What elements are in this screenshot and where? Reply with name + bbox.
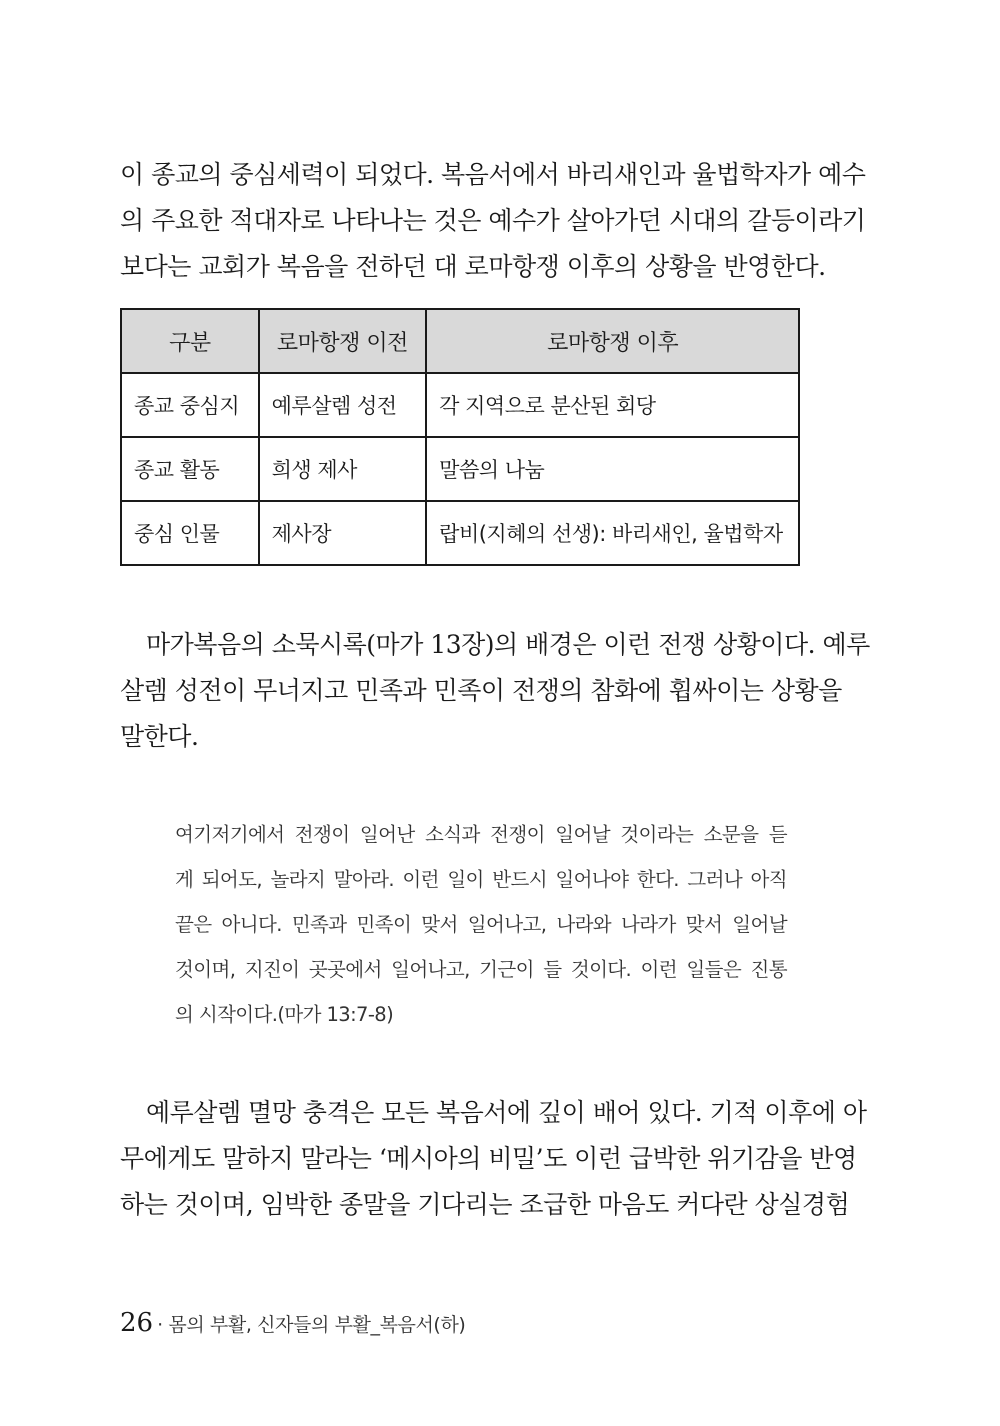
paragraph-2 — [120, 622, 870, 760]
paragraph-line: 예루살렘 멸망 충격은 모든 복음서에 깊이 배어 있다. 기적 이후에 아 — [146, 1098, 867, 1127]
table-cell: 희생 제사 — [259, 437, 427, 501]
paragraph-3 — [120, 1090, 867, 1228]
quote-line: 게 되어도, 놀라지 말아라. 이런 일이 반드시 일어나야 한다. 그러나 아직 — [175, 868, 787, 891]
page-footer — [120, 1308, 465, 1338]
table-cell: 랍비(지혜의 선생): 바리새인, 율법학자 — [426, 501, 799, 565]
paragraph-line: 마가복음의 소묵시록(마가 13장)의 배경은 이런 전쟁 상황이다. 예루 — [146, 630, 870, 659]
table-cell: 제사장 — [259, 501, 427, 565]
table-header-row — [121, 309, 799, 373]
table-header-cell: 구분 — [121, 309, 259, 373]
quote-line: 여기저기에서 전쟁이 일어난 소식과 전쟁이 일어날 것이라는 소문을 듣 — [175, 823, 787, 846]
quote-line: 의 시작이다.(마가 13:7-8) — [175, 1003, 394, 1026]
table-cell: 종교 중심지 — [121, 373, 259, 437]
table-header-cell: 로마항쟁 이후 — [426, 309, 799, 373]
paragraph-line: 말한다. — [120, 722, 199, 751]
paragraph-line: 하는 것이며, 임박한 종말을 기다리는 조급한 마음도 커다란 상실경험 — [120, 1190, 850, 1219]
table-cell: 예루살렘 성전 — [259, 373, 427, 437]
paragraph-line: 이 종교의 중심세력이 되었다. 복음서에서 바리새인과 율법학자가 예수 — [120, 160, 866, 189]
table-row — [121, 437, 799, 501]
table-row — [121, 373, 799, 437]
paragraph-1 — [120, 152, 866, 290]
paragraph-line: 살렘 성전이 무너지고 민족과 민족이 전쟁의 참화에 휩싸이는 상황을 — [120, 676, 842, 705]
table-cell: 말씀의 나눔 — [426, 437, 799, 501]
table-header-cell: 로마항쟁 이전 — [259, 309, 427, 373]
quote-line: 끝은 아니다. 민족과 민족이 맞서 일어나고, 나라와 나라가 맞서 일어날 — [175, 913, 787, 936]
table-cell: 각 지역으로 분산된 회당 — [426, 373, 799, 437]
table-cell: 종교 활동 — [121, 437, 259, 501]
running-title: · 몸의 부활, 신자들의 부활_복음서(하) — [157, 1314, 466, 1336]
comparison-table — [120, 308, 800, 566]
table-row — [121, 501, 799, 565]
table-cell: 중심 인물 — [121, 501, 259, 565]
paragraph-line: 보다는 교회가 복음을 전하던 대 로마항쟁 이후의 상황을 반영한다. — [120, 252, 826, 281]
paragraph-line: 의 주요한 적대자로 나타나는 것은 예수가 살아가던 시대의 갈등이라기 — [120, 206, 866, 235]
quote-line: 것이며, 지진이 곳곳에서 일어나고, 기근이 들 것이다. 이런 일들은 진통 — [175, 958, 787, 981]
page-number: 26 — [120, 1308, 154, 1338]
block-quote — [175, 812, 787, 1037]
paragraph-line: 무에게도 말하지 말라는 ‘메시아의 비밀’도 이런 급박한 위기감을 반영 — [120, 1144, 857, 1173]
